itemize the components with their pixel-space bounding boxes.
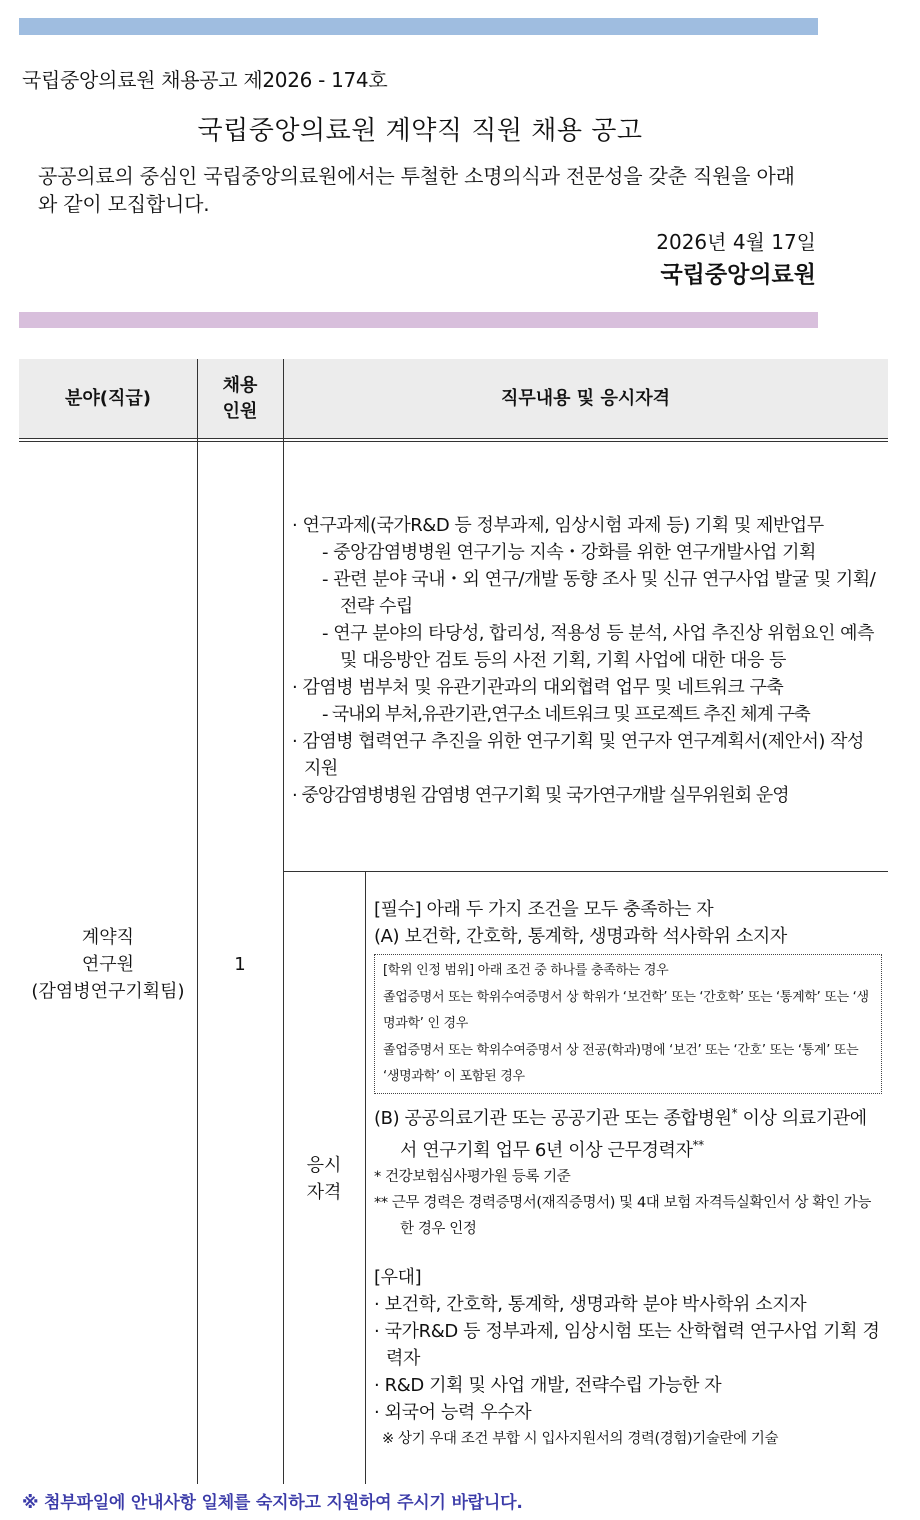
column-divider-1 — [197, 359, 198, 1484]
spacer — [374, 1242, 882, 1264]
duty-subitem: - 중앙감염병병원 연구기능 지속・강화를 위한 연구개발사업 기획 — [322, 542, 816, 563]
duty-subitem: - 국내외 부처,유관기관,연구소 네트워크 및 프로젝트 추진 체계 구축 — [322, 704, 810, 725]
degree-box-line: [학위 인정 범위] 아래 조건 중 하나를 충족하는 경우 — [383, 963, 669, 978]
footer-notice: ※ 첨부파일에 안내사항 일체를 숙지하고 지원하여 주시기 바랍니다. — [22, 1493, 523, 1513]
header-field: 분야(직급) — [64, 388, 151, 409]
qualification-label-line2: 자격 — [306, 1182, 342, 1203]
qualification-label-line1: 응시 — [306, 1155, 342, 1176]
top-decorative-bar — [19, 18, 818, 35]
column-divider-2 — [283, 359, 284, 1484]
field-cell — [19, 924, 197, 1005]
table-header — [19, 359, 888, 439]
qualification-content — [374, 896, 882, 1452]
mid-decorative-bar — [19, 312, 818, 328]
notice-number: 국립중앙의료원 채용공고 제2026 - 174호 — [22, 68, 388, 92]
condition-a: (A) 보건학, 간호학, 통계학, 생명과학 석사학위 소지자 — [374, 926, 787, 947]
preferred-item: · 국가R&D 등 정부과제, 임상시험 또는 산학협력 연구사업 기획 경력자 — [374, 1320, 880, 1369]
preferred-item: · 외국어 능력 우수자 — [374, 1401, 532, 1423]
header-headcount — [197, 359, 283, 439]
headcount-cell: 1 — [234, 954, 246, 975]
header-headcount-line2: 인원 — [222, 401, 258, 422]
condition-b-part2: 이상 의료기관에서 연구기획 업무 6년 이상 근무경력자 — [400, 1107, 867, 1161]
duty-item: · 감염병 범부처 및 유관기관과의 대외협력 업무 및 네트워크 구축 — [292, 677, 784, 698]
footnote-2: ** 근무 경력은 경력증명서(재직증명서) 및 4대 보험 자격득실확인서 상 확인 가능한 경우 인정 — [374, 1194, 871, 1237]
preferred-title: [우대] — [374, 1266, 422, 1288]
required-intro: [필수] 아래 두 가지 조건을 모두 충족하는 자 — [374, 899, 714, 920]
duties-qualification-divider — [283, 871, 888, 872]
field-line2: 연구원 — [81, 954, 135, 975]
qualification-label — [283, 1152, 365, 1206]
notice-date: 2026년 4월 17일 — [656, 230, 816, 254]
preferred-item: · 보건학, 간호학, 통계학, 생명과학 분야 박사학위 소지자 — [374, 1293, 807, 1315]
preferred-item: · R&D 기획 및 사업 개발, 전략수립 가능한 자 — [374, 1374, 722, 1396]
header-headcount-line1: 채용 — [222, 375, 258, 396]
condition-b — [374, 1100, 882, 1164]
field-line3: (감염병연구기획팀) — [31, 981, 185, 1002]
header-divider-bottom — [19, 441, 888, 442]
degree-recognition-box — [374, 954, 882, 1094]
condition-b-part1: (B) 공공의료기관 또는 공공기관 또는 종합병원 — [374, 1107, 732, 1129]
header-divider-top — [19, 438, 888, 439]
degree-box-line: 졸업증명서 또는 학위수여증명서 상 학위가 ‘보건학’ 또는 ‘간호학’ 또는 ‘통계학’ 또는 ‘생명과학’ 인 경우 — [383, 989, 869, 1031]
header-duties: 직무내용 및 응시자격 — [500, 388, 671, 409]
field-line1: 계약직 — [81, 927, 135, 948]
duty-subitem: - 관련 분야 국내・외 연구/개발 동향 조사 및 신규 연구사업 발굴 및 기획/전략 수립 — [322, 569, 876, 617]
degree-box-line: 졸업증명서 또는 학위수여증명서 상 전공(학과)명에 ‘보건’ 또는 ‘간호’ 또는 ‘통계’ 또는 ‘생명과학’ 이 포함된 경우 — [383, 1042, 859, 1084]
duty-item: · 감염병 협력연구 추진을 위한 연구기획 및 연구자 연구계획서(제안서) 작성 지원 — [292, 731, 864, 779]
preferred-note: ※ 상기 우대 조건 부합 시 입사지원서의 경력(경험)기술란에 기술 — [382, 1430, 779, 1447]
intro-paragraph: 공공의료의 중심인 국립중앙의료원에서는 투철한 소명의식과 전문성을 갖춘 직원을 아래와 같이 모집합니다. — [38, 164, 795, 216]
condition-b-star2: ** — [692, 1137, 704, 1152]
duty-subitem: - 연구 분야의 타당성, 합리성, 적용성 등 분석, 사업 추진상 위험요인 예측 및 대응방안 검토 등의 사전 기획, 기획 사업에 대한 대응 등 — [322, 623, 874, 671]
duties-list — [292, 512, 884, 809]
duty-item: · 연구과제(국가R&D 등 정부과제, 임상시험 과제 등) 기획 및 제반업무 — [292, 515, 824, 536]
footnote-1: * 건강보험심사평가원 등록 기준 — [374, 1168, 571, 1185]
qualification-label-divider — [365, 871, 366, 1484]
condition-b-star: * — [731, 1105, 738, 1120]
duty-item: · 중앙감염병병원 감염병 연구기획 및 국가연구개발 실무위원회 운영 — [292, 785, 789, 806]
page-title: 국립중앙의료원 계약직 직원 채용 공고 — [197, 116, 643, 146]
organization-name: 국립중앙의료원 — [660, 262, 816, 288]
